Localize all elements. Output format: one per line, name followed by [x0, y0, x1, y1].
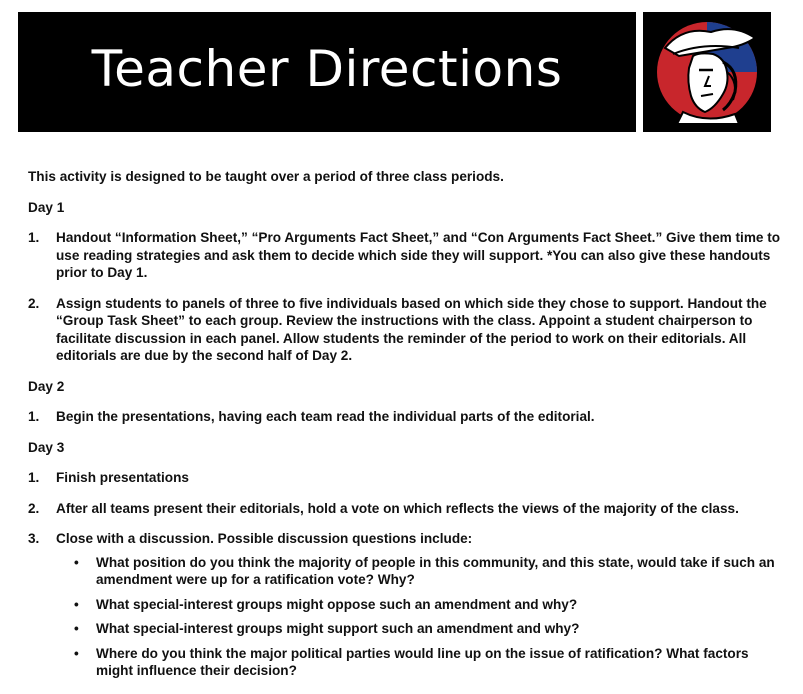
step-item [28, 530, 788, 680]
day-3-steps [28, 469, 788, 680]
step-number: 1. [28, 409, 40, 424]
step-item [28, 295, 788, 365]
page-title: Teacher Directions [91, 40, 563, 98]
bullet-icon: • [74, 645, 79, 661]
step-item [28, 408, 788, 426]
question-text: What position do you think the majority of people in this community, and this state, would take if such an amendment were up for a ratification vote? Why? [96, 554, 775, 587]
bullet-icon: • [74, 621, 79, 636]
step-number: 3. [28, 531, 40, 546]
step-number: 1. [28, 230, 40, 245]
intro-text: This activity is designed to be taught over a period of three class periods. [28, 169, 504, 184]
step-number: 2. [28, 295, 40, 311]
directions-body [28, 168, 788, 693]
question-text: What special-interest groups might oppose such an amendment and why? [96, 596, 578, 612]
bullet-icon: • [74, 596, 79, 612]
day-heading: Day 3 [28, 439, 65, 455]
step-number: 1. [28, 470, 40, 485]
bullet-icon: • [74, 554, 79, 570]
step-text: Assign students to panels of three to five individuals based on which side they chose to support. Handout the “Group Task Sheet” to each group. Review the instructions with the class. Appoint a student chairperson to facilitate discussion in each panel. Allow students the reminder of the period to work on their editorials. All editorials are due by the second half of Day 2. [56, 295, 767, 363]
step-text: Finish presentations [56, 470, 189, 485]
question-text: What special-interest groups might support such an amendment and why? [96, 621, 580, 636]
question-text: Where do you think the major political parties would line up on the issue of ratification? What factors might influence their decision? [96, 645, 749, 678]
step-number: 2. [28, 500, 40, 516]
question-item [56, 554, 788, 589]
question-item [56, 645, 788, 680]
step-item [28, 229, 788, 282]
day-2-steps [28, 408, 788, 426]
question-item [56, 596, 788, 614]
colonial-patriot-mascot-icon [643, 12, 771, 132]
question-item [56, 620, 788, 638]
step-text: Handout “Information Sheet,” “Pro Arguments Fact Sheet,” and “Con Arguments Fact Sheet.” Give them time to use reading strategies and ask them to decide which side they will support. *You can also give these handouts prior to Day 1. [56, 230, 781, 280]
step-item [28, 469, 788, 487]
discussion-questions [56, 554, 788, 680]
step-text: Begin the presentations, having each team read the individual parts of the editorial. [56, 409, 595, 424]
day-heading: Day 1 [28, 199, 65, 215]
day-heading: Day 2 [28, 378, 65, 394]
step-text: After all teams present their editorials, hold a vote on which reflects the views of the majority of the class. [56, 500, 739, 516]
step-text: Close with a discussion. Possible discussion questions include: [56, 531, 473, 546]
day-1-steps [28, 229, 788, 365]
header-banner [18, 12, 636, 132]
step-item [28, 500, 788, 518]
